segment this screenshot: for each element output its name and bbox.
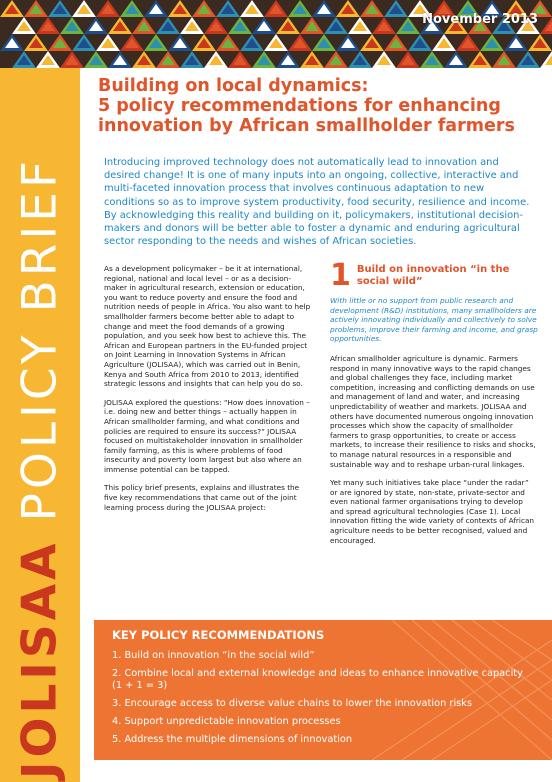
brand-name: JOLISAA bbox=[12, 539, 68, 779]
header-pattern bbox=[0, 0, 552, 68]
left-paragraph-1: As a development policymaker – be it at international, regional, national and local level – or as a decision-maker in agricultural research, extension or education, you want to reduce poverty and ensure the food and nutrition needs of people in Africa. You also want to help smallholder farmers become better able to adapt to change and meet the food demands of a growing population, and you seek how best to achieve this. The African and European partners in the EU-funded project on Joint Learning in Innovation Systems in African Agriculture (JOLISAA), which was carried out in Benin, Kenya and South Africa from 2010 to 2013, identified strategic lessons and insights that can help you do so. bbox=[104, 264, 311, 389]
left-column bbox=[104, 264, 314, 521]
intro-paragraph: Introducing improved technology does not automatically lead to innovation and desired change! It is one of many inputs into an ongoing, collective, interactive and multi-faceted innovation process that involves continuous adaptation to new conditions so as to improve system productivity, food security, resilience and income. By acknowledging this reality and building on it, policymakers, institutional decision-makers and donors will be better able to foster a dynamic and enduring agricultural sector responding to the needs and wishes of African societies. bbox=[104, 157, 530, 248]
recommendations-box bbox=[94, 620, 552, 760]
title-line-2: 5 policy recommendations for enhancing bbox=[98, 96, 501, 116]
recommendation-item: 4. Support unpredictable innovation processes bbox=[112, 716, 341, 727]
document-kind: POLICY BRIEF bbox=[12, 157, 68, 522]
section-number: 1 bbox=[330, 258, 351, 293]
left-paragraph-3: This policy brief presents, explains and illustrates the five key recommendations that came out of the joint learning process during the JOLISAA project: bbox=[104, 483, 300, 512]
right-column bbox=[330, 258, 538, 554]
african-pattern-graphic bbox=[0, 0, 552, 68]
section-subtitle: With little or no support from public research and development (R&D) institutions, many smallholders are actively innovating individually and collectively to solve problems, improve their farming and income, and grasp opportunities. bbox=[330, 296, 538, 344]
right-paragraph-1: African smallholder agriculture is dynamic. Farmers respond in many innovative ways to the rapid changes and global challenges they face, including market competition, increasing and conflicting demands on use and management of land and water, and increasing unpredictability of weather and markets. JOLISAA and others have documented numerous ongoing innovation processes which show the capacity of smallholder farmers to grasp opportunities, to create or access markets, to increase their resilience to risks and shocks, to manage natural resources in a responsible and sustainable way and to reshape urban-rural linkages. bbox=[330, 353, 536, 469]
sidebar-band bbox=[0, 68, 80, 782]
right-paragraph-2: Yet many such initiatives take place “under the radar” or are ignored by state, non-state, private-sector and even national farmer organisations trying to develop and spread agricultural technologies (Case 1). Local innovation fitting the wide variety of contexts of African agriculture needs to be better recognised, valued and encouraged. bbox=[330, 478, 535, 545]
title-line-3: innovation by African smallholder farmers bbox=[98, 116, 515, 136]
title-line-1: Building on local dynamics: bbox=[98, 76, 369, 96]
page-title bbox=[98, 76, 538, 136]
sidebar-title bbox=[13, 157, 68, 779]
recommendation-item: 3. Encourage access to diverse value chains to lower the innovation risks bbox=[112, 698, 473, 709]
left-paragraph-2: JOLISAA explored the questions: “How does innovation – i.e. doing new and better things – actually happen in African smallholder farming, and what conditions and policies are required to ensure its success?” JOLISAA focused on multistakeholder innovation in smallholder family farming, as this is where problems of food insecurity and poverty loom largest but also where an immense potential can be tapped. bbox=[104, 397, 310, 474]
section-heading bbox=[330, 258, 538, 293]
recommendation-item: 1. Build on innovation “in the social wild” bbox=[112, 650, 315, 661]
section-title: Build on innovation “in the social wild” bbox=[356, 264, 510, 287]
recommendation-item: 5. Address the multiple dimensions of innovation bbox=[112, 734, 353, 745]
recommendation-item: 2. Combine local and external knowledge and ideas to enhance innovative capacity (1 + 1 = 3) bbox=[112, 668, 523, 691]
recommendations-heading: KEY POLICY RECOMMENDATIONS bbox=[112, 628, 325, 642]
issue-date: November 2013 bbox=[422, 12, 538, 27]
recommendations-list bbox=[112, 650, 532, 752]
